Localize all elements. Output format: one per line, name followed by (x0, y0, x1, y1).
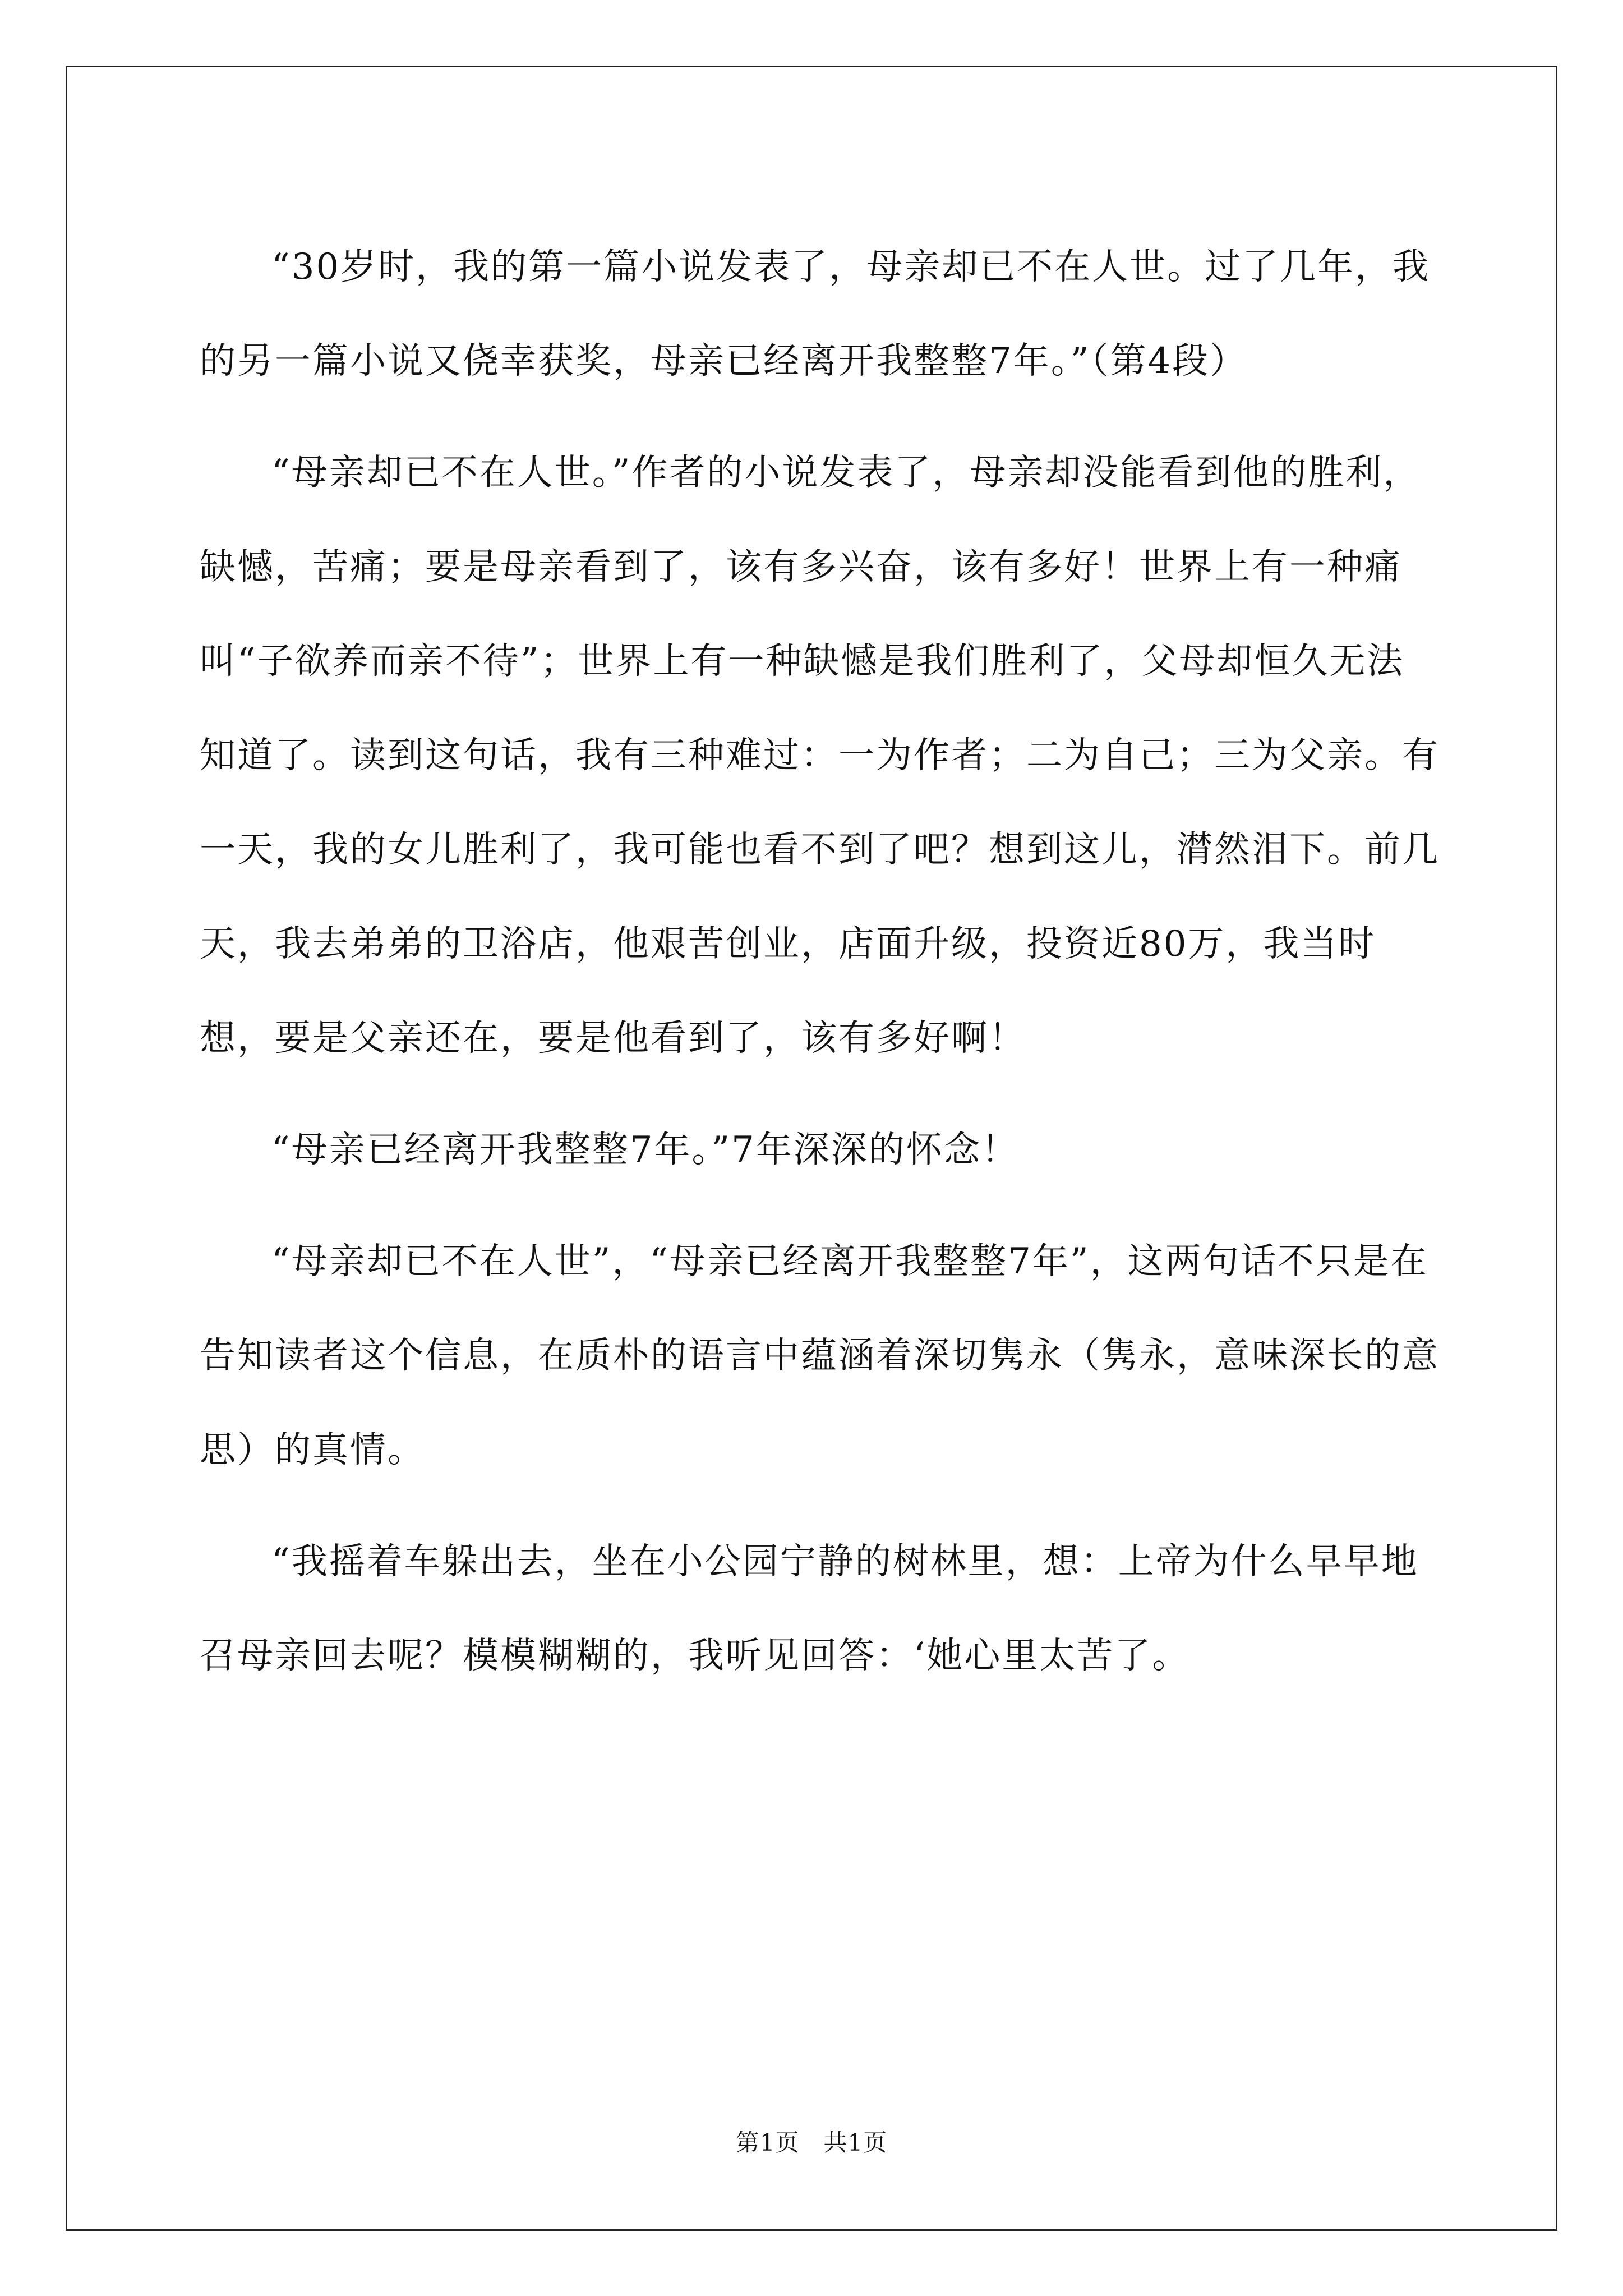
paragraph-2: “母亲却已不在人世。”作者的小说发表了，母亲却没能看到他的胜利，缺憾，苦痛；要是母亲看到了，该有多兴奋，该有多好！世界上有一种痛叫“子欲养而亲不待”；世界上有一种缺憾是我们胜利了，父母却恒久无法知道了。读到这句话，我有三种难过：一为作者；二为自己；三为父亲。有一天，我的女儿胜利了，我可能也看不到了吧？想到这儿，潸然泪下。前几天，我去弟弟的卫浴店，他艰苦创业，店面升级，投资近80万，我当时想，要是父亲还在，要是他看到了，该有多好啊！ (200, 452, 1440, 1059)
document-body (200, 220, 1442, 1720)
paragraph-3: “母亲已经离开我整整7年。”7年深深的怀念！ (271, 1129, 1019, 1171)
paragraph-1: “30岁时，我的第一篇小说发表了，母亲却已不在人世。过了几年，我的另一篇小说又侥幸获奖，母亲已经离开我整整7年。”（第4段） (200, 246, 1431, 382)
paragraph-4: “母亲却已不在人世”，“母亲已经离开我整整7年”，这两句话不只是在告知读者这个信息，在质朴的语言中蕴涵着深切隽永（隽永，意味深长的意思）的真情。 (200, 1241, 1440, 1471)
page-number-footer: 第1页 共1页 (735, 2129, 888, 2156)
paragraph-5: “我摇着车躲出去，坐在小公园宁静的树林里，想：上帝为什么早早地召母亲回去呢？模模糊糊的，我听见回答：‘她心里太苦了。 (200, 1541, 1419, 1677)
